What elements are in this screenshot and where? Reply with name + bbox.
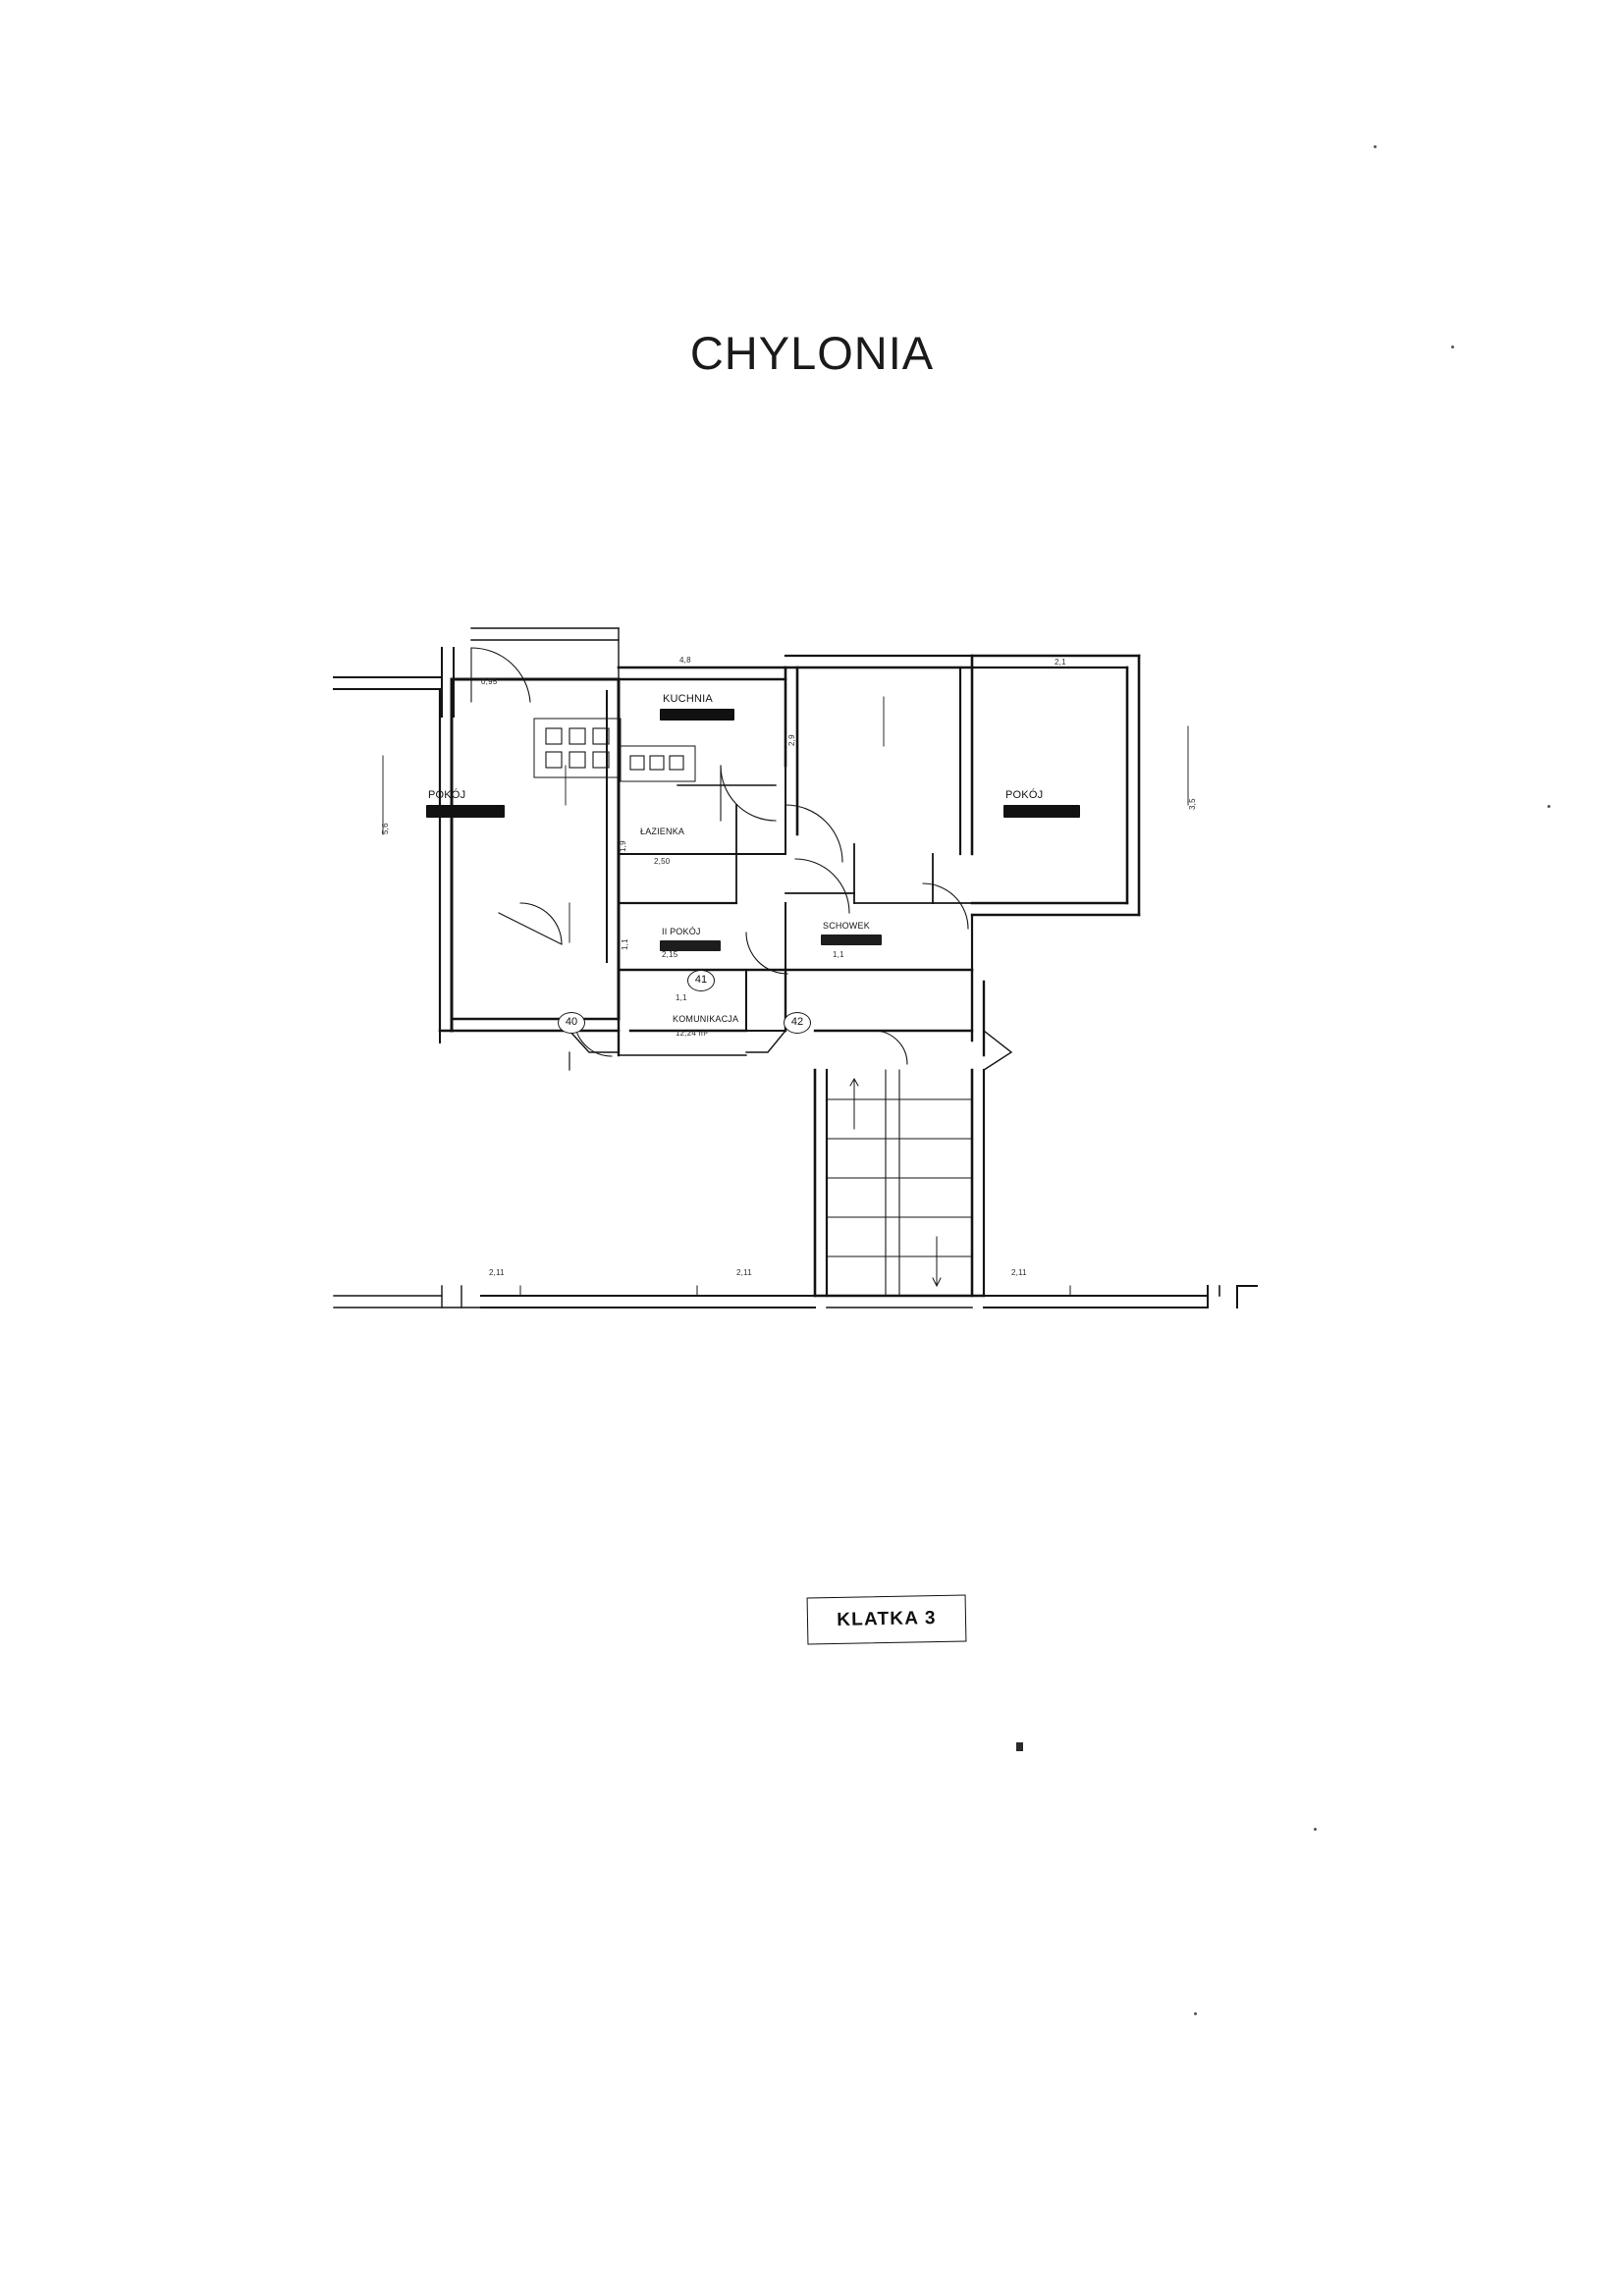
dimension-kuchnia-top: 4,8 <box>679 656 691 665</box>
floor-plan-drawing <box>324 609 1335 1669</box>
dimension-right-top: 2,1 <box>1055 658 1066 667</box>
room-label-kuchnia: KUCHNIA <box>663 693 713 705</box>
scan-speck <box>1194 2012 1197 2015</box>
room-label-komunikacja: KOMUNIKACJA <box>673 1014 739 1024</box>
room-area-lazienka: 2,50 <box>654 857 671 866</box>
scan-speck <box>1547 805 1550 808</box>
room-label-ii-pokoj: II POKÓJ <box>662 927 701 936</box>
dimension-lazienka-vertical: 1,9 <box>619 840 627 852</box>
redaction-bar-schowek <box>821 934 882 945</box>
dimension-bottom-left: 2,11 <box>489 1268 505 1277</box>
scan-speck <box>1374 145 1377 148</box>
redaction-bar-pokoj-right <box>1003 805 1080 818</box>
dimension-bottom-mid: 2,11 <box>736 1268 752 1277</box>
dimension-schowek: 1,1 <box>833 950 844 959</box>
dimension-kuchnia-side: 2,9 <box>787 734 796 746</box>
room-label-schowek: SCHOWEK <box>823 921 870 931</box>
redaction-bar-kuchnia <box>660 709 734 721</box>
dimension-bottom-right: 2,11 <box>1011 1268 1027 1277</box>
door-number-42[interactable]: 42 <box>784 1012 811 1034</box>
door-number-41[interactable]: 41 <box>687 970 715 991</box>
room-label-pokoj-left: POKÓJ <box>428 789 466 801</box>
dimension-left-vertical: 5,6 <box>381 823 390 834</box>
dimension-ii-pokoj-vertical: 1,1 <box>621 938 629 950</box>
stairwell-stamp <box>807 1594 967 1644</box>
dimension-ii-pokoj-horizontal: 2,15 <box>662 950 678 959</box>
scan-speck <box>1451 346 1454 348</box>
dimension-right-vertical: 3,5 <box>1188 798 1197 810</box>
floor-plan-vector <box>324 609 1335 1669</box>
dimension-top-left: 0,95 <box>481 677 498 686</box>
room-area-komunikacja: 12,24 m² <box>676 1029 709 1038</box>
page-title: CHYLONIA <box>689 327 935 379</box>
stairwell-stamp-label: KLATKA 3 <box>837 1608 937 1630</box>
door-number-40[interactable]: 40 <box>558 1012 585 1034</box>
scan-speck <box>1016 1742 1023 1751</box>
room-label-lazienka: ŁAZIENKA <box>640 827 685 836</box>
redaction-bar-pokoj-left <box>426 805 505 818</box>
dimension-corridor: 1,1 <box>676 993 687 1002</box>
scan-speck <box>1314 1828 1317 1831</box>
room-label-pokoj-right: POKÓJ <box>1005 789 1044 801</box>
